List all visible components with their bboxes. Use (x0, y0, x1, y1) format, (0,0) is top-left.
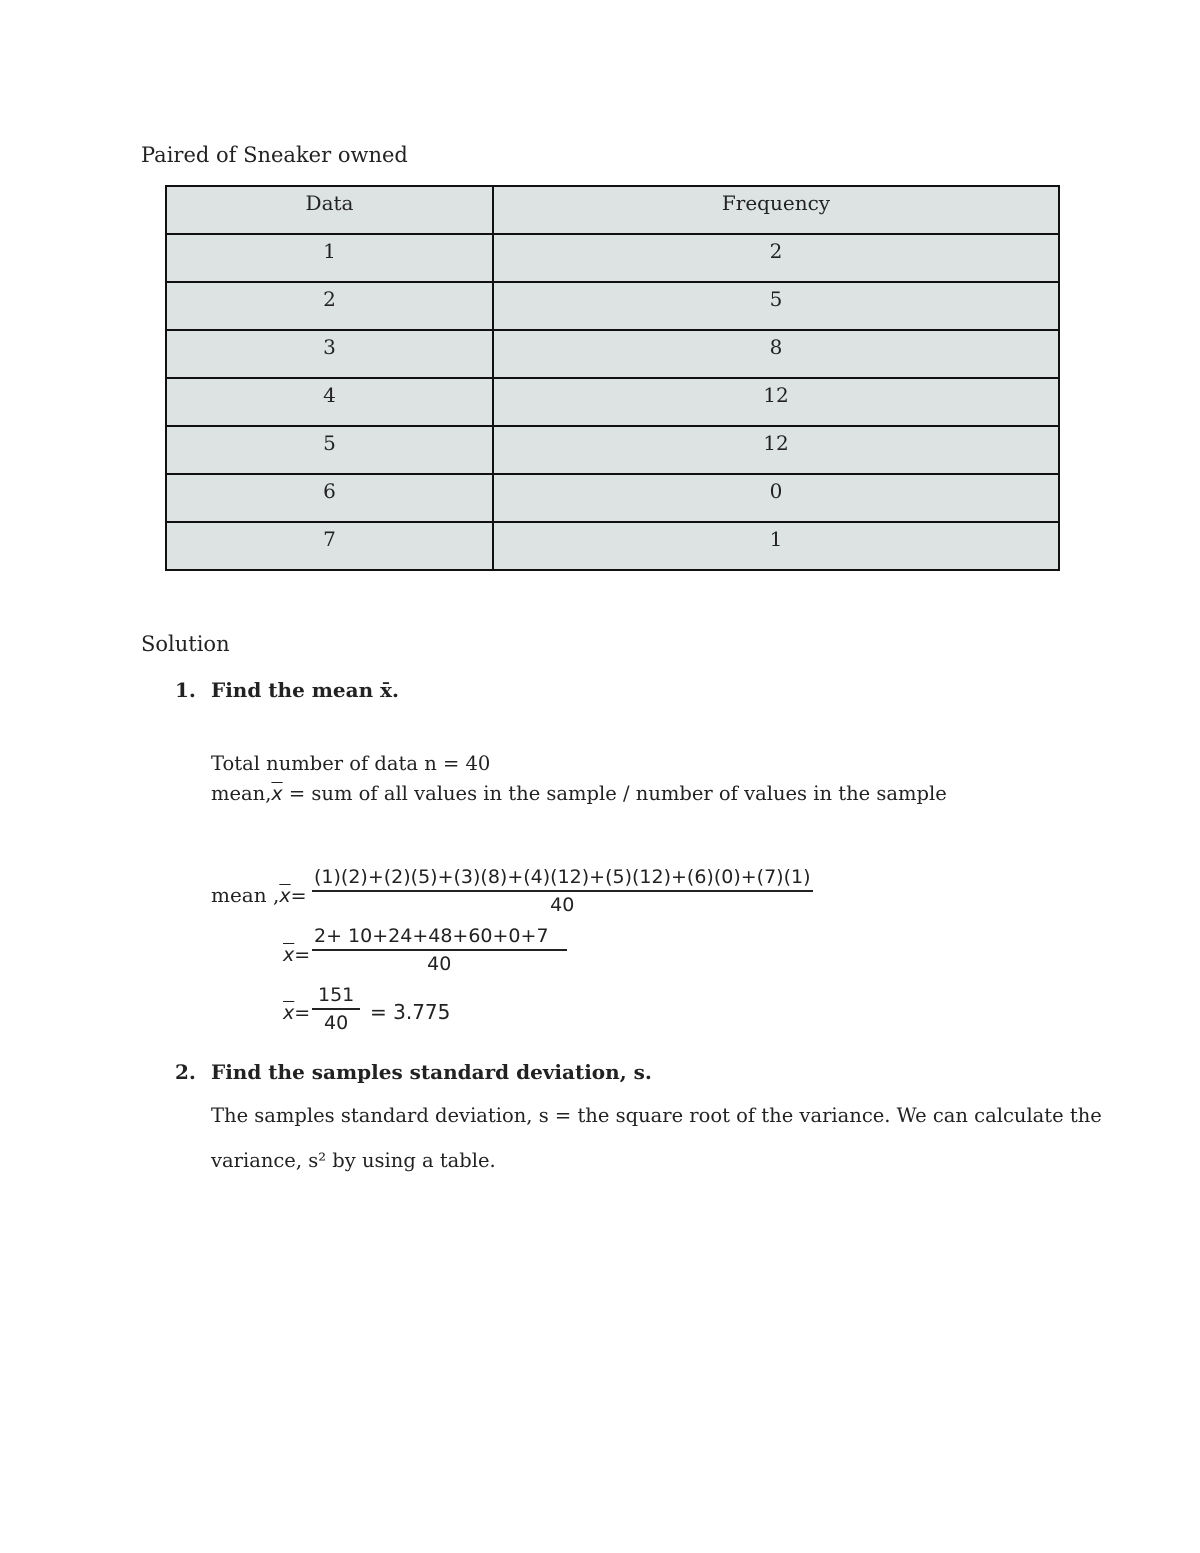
table-row (166, 474, 1059, 522)
cell-frequency: 1 (493, 522, 1059, 570)
total-number-line: Total number of data n = 40 (211, 752, 491, 775)
table-row (166, 522, 1059, 570)
step-1-title: Find the mean x̄. (211, 678, 399, 702)
cell-data: 6 (166, 474, 493, 522)
step-2-heading (175, 1060, 652, 1084)
header-data: Data (166, 186, 493, 234)
equation-1-numerator: (1)(2)+(2)(5)+(3)(8)+(4)(12)+(5)(12)+(6)(0)+(7)(1) (312, 866, 813, 892)
document-title: Paired of Sneaker owned (141, 143, 408, 167)
step-1-heading (175, 678, 399, 702)
equation-3-denominator: 40 (324, 1012, 349, 1034)
cell-data: 4 (166, 378, 493, 426)
table-row (166, 426, 1059, 474)
cell-frequency: 12 (493, 378, 1059, 426)
solution-heading: Solution (141, 632, 230, 656)
cell-frequency: 8 (493, 330, 1059, 378)
equation-1-label: mean $,\overline{x}=$ (211, 883, 307, 907)
equation-3-label: $\overline{x}=$ (283, 1002, 311, 1024)
equation-2-label: $\overline{x}=$ (283, 944, 311, 966)
table-row (166, 330, 1059, 378)
equation-3-result: = 3.775 (370, 1000, 451, 1024)
cell-data: 7 (166, 522, 493, 570)
equation-1-fraction (312, 866, 813, 916)
equation-2-denominator: 40 (427, 953, 452, 975)
equation-1-denominator: 40 (550, 894, 575, 916)
header-frequency: Frequency (493, 186, 1059, 234)
cell-data: 2 (166, 282, 493, 330)
cell-data: 1 (166, 234, 493, 282)
equation-2-numerator: 2+ 10+24+48+60+0+7 (312, 925, 567, 951)
cell-frequency: 5 (493, 282, 1059, 330)
cell-frequency: 2 (493, 234, 1059, 282)
equation-2-fraction (312, 925, 567, 975)
table-row (166, 234, 1059, 282)
table-row (166, 378, 1059, 426)
step-2-text-line-2: variance, s² by using a table. (211, 1149, 496, 1172)
cell-frequency: 0 (493, 474, 1059, 522)
step-2-text-line-1: The samples standard deviation, s = the square root of the variance. We can calculate the (211, 1104, 1102, 1127)
step-2-title: Find the samples standard deviation, s. (211, 1060, 652, 1084)
cell-data: 3 (166, 330, 493, 378)
frequency-table (165, 185, 1060, 571)
cell-data: 5 (166, 426, 493, 474)
xbar-symbol: $\overline{x}$ (271, 783, 283, 805)
cell-frequency: 12 (493, 426, 1059, 474)
equation-3-fraction (312, 984, 360, 1034)
step-1-number: 1. (175, 678, 196, 702)
mean-definition: $mean,\overline{x}$ = sum of all values in the sample / number of values in the sample (211, 782, 947, 805)
step-2-number: 2. (175, 1060, 196, 1084)
equation-3-numerator: 151 (312, 984, 360, 1010)
table-header-row (166, 186, 1059, 234)
table-row (166, 282, 1059, 330)
